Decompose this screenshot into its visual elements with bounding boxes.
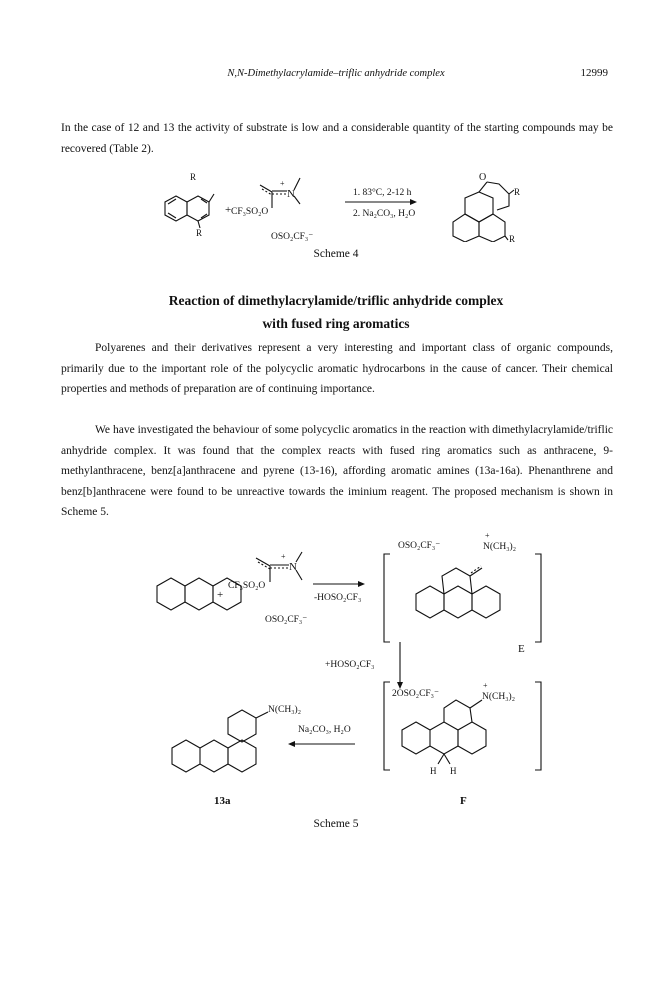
s4-r3: R xyxy=(514,187,521,197)
product-ring-top xyxy=(465,192,493,222)
s4-cond2: 2. Na₂CO₃, H₂O xyxy=(353,209,416,219)
s5-p-label: 13a xyxy=(214,795,231,807)
s4-r4: R xyxy=(509,234,516,242)
s5-n: N xyxy=(289,561,297,573)
s5-e-label: E xyxy=(518,643,525,655)
intro-paragraph: In the case of 12 and 13 the activity of substrate is low and a considerable quantity of the starting compounds may be recovered (Table 2). xyxy=(61,122,613,155)
s5-arrow1-label: -HOSO₂CF₃ xyxy=(314,593,362,603)
s5-e-charge: + xyxy=(485,532,490,540)
s5-down-label: +HOSO₂CF₃ xyxy=(325,660,375,670)
s5-p-n: N(CH₃)₂ xyxy=(268,705,302,715)
s5-f-charge: + xyxy=(483,681,488,690)
s4-otf: OSO₂CF₃⁻ xyxy=(271,232,314,242)
s4-charge: + xyxy=(280,179,285,188)
scheme-4-caption: Scheme 4 xyxy=(313,248,359,260)
s5-f-h2: H xyxy=(450,766,457,776)
anthracene-ring-1 xyxy=(157,578,185,610)
naphthalene-ring-right xyxy=(187,196,209,221)
section-heading-line2: with fused ring aromatics xyxy=(262,316,410,331)
s5-charge: + xyxy=(281,552,286,561)
s5-otf: OSO₂CF₃⁻ xyxy=(265,615,308,625)
scheme-5-figure xyxy=(0,532,672,822)
s4-o: O xyxy=(479,172,487,183)
page-number: 12999 xyxy=(580,67,608,79)
s4-r1: R xyxy=(190,172,197,182)
s5-f-otf: 2OSO₂CF₃⁻ xyxy=(392,689,440,699)
scheme-4-figure xyxy=(0,170,672,242)
s5-f-h1: H xyxy=(430,766,437,776)
anthracene-ring-2 xyxy=(185,578,213,610)
s4-n: N xyxy=(287,188,295,200)
running-header-title: N,N-Dimethylacrylamide–triflic anhydride complex xyxy=(227,68,445,79)
s5-e-otf: OSO₂CF₃⁻ xyxy=(398,541,441,551)
s4-plus: + xyxy=(225,204,232,216)
s5-f-n: N(CH₃)₂ xyxy=(482,692,516,702)
s4-cf3so2o: CF₃SO₂O xyxy=(231,207,269,217)
naphthalene-ring-left xyxy=(165,196,187,221)
s5-plus: + xyxy=(217,589,224,601)
s4-cond1: 1. 83°C, 2-12 h xyxy=(353,188,412,198)
s5-cf3so2o: CF₃SO₂O xyxy=(228,581,266,591)
scheme-5-caption: Scheme 5 xyxy=(313,818,359,830)
s5-e-n: N(CH₃)₂ xyxy=(483,542,517,552)
s5-back-arrow-label: Na₂CO₃, H₂O xyxy=(298,725,351,735)
s5-f-label: F xyxy=(460,795,467,807)
section-paragraph-1: Polyarenes and their derivatives represent a very interesting and important class of organic compounds, primarily due to the important role of the polycyclic aromatic hydrocarbons in the cause of cancer. Their chemical properties and methods of preparation are of continuing importance. xyxy=(61,342,613,395)
s4-r2: R xyxy=(196,228,203,238)
section-heading-line1: Reaction of dimethylacrylamide/triflic anhydride complex xyxy=(168,293,504,308)
section-paragraph-2: We have investigated the behaviour of some polycyclic aromatics in the reaction with dimethylacrylamide/triflic anhydride complex. It was found that the complex reacts with fused ring aromatics such as anthracene, 9-methylanthracene, benz[a]anthracene and pyrene (13-16), affording aromatic amines (13a-16a). Phenanthrene and benz[b]anthracene were found to be unreactive towards the iminium reagent. The proposed mechanism is shown in Scheme 5. xyxy=(61,424,613,518)
